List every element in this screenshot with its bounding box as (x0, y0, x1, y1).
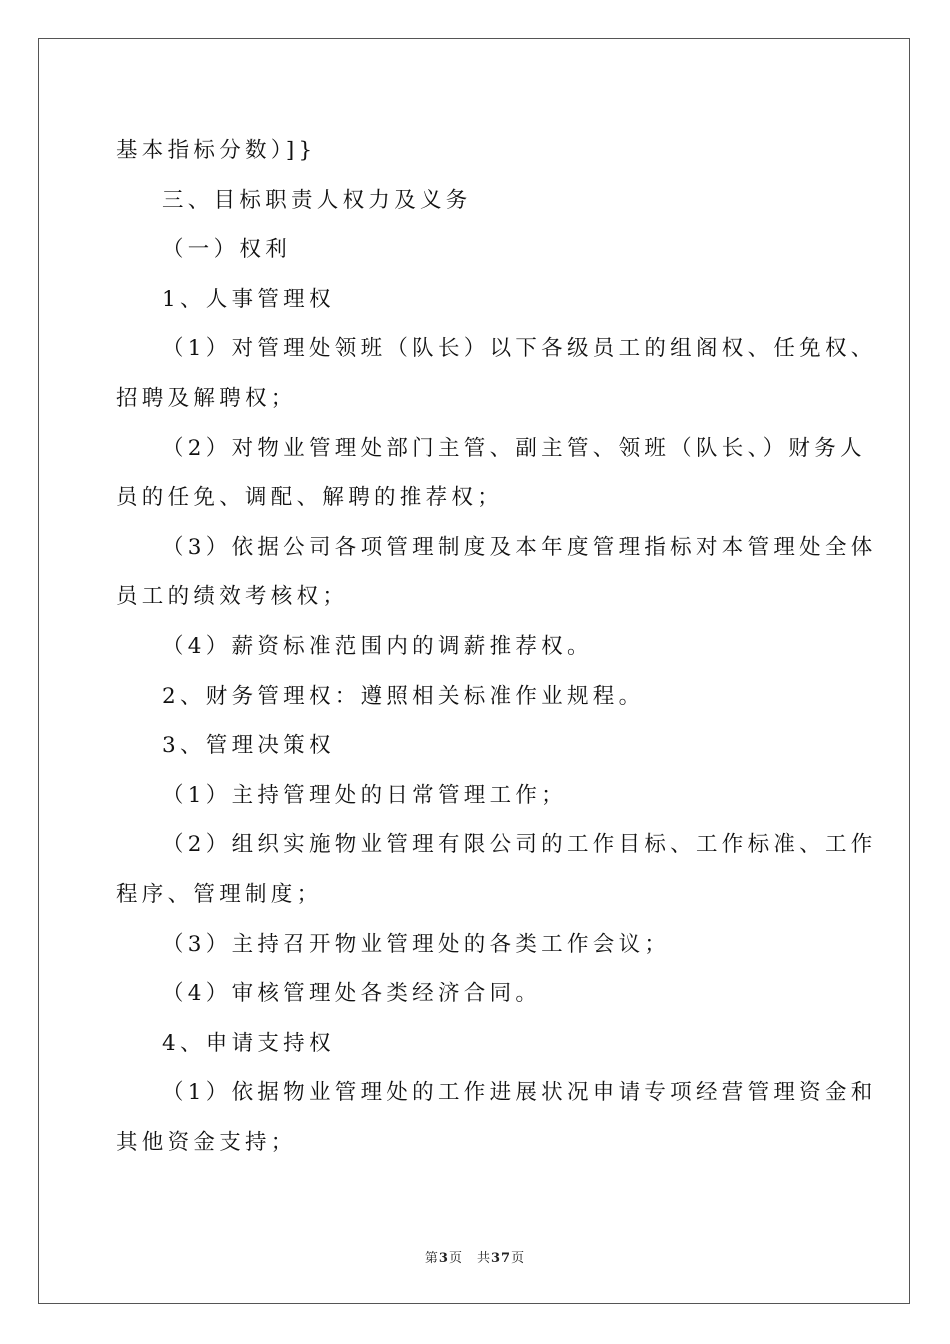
page-prefix: 第 (424, 1251, 439, 1266)
page-footer (0, 1247, 950, 1266)
total-pages: 37 (490, 1251, 512, 1266)
total-suffix: 页 (511, 1251, 526, 1266)
page-suffix: 页 (448, 1251, 463, 1266)
paragraph-line: （2）组织实施物业管理有限公司的工作目标、工作标准、工作 (162, 832, 877, 858)
paragraph-line: （4）审核管理处各类经济合同。 (162, 981, 542, 1007)
paragraph-line: （1）对管理处领班（队长）以下各级员工的组阁权、任免权、 (162, 336, 877, 362)
page-number: 3 (438, 1251, 449, 1266)
paragraph-line: 其他资金支持； (116, 1129, 297, 1155)
paragraph-line: 招聘及解聘权； (116, 385, 297, 411)
item-heading: 1、人事管理权 (162, 286, 335, 312)
total-prefix: 共 (476, 1251, 491, 1266)
item-heading: 3、管理决策权 (162, 733, 335, 759)
paragraph-line: （3）主持召开物业管理处的各类工作会议； (162, 931, 671, 957)
paragraph-line: （4）薪资标准范围内的调薪推荐权。 (162, 633, 593, 659)
subsection-heading: （一）权利 (162, 237, 292, 263)
paragraph-line: 程序、管理制度； (116, 881, 323, 907)
paragraph-line: 员的任免、调配、解聘的推荐权； (116, 485, 504, 511)
document-body (116, 126, 877, 1167)
paragraph-line: 员工的绩效考核权； (116, 584, 349, 610)
paragraph-line: （2）对物业管理处部门主管、副主管、领班（队长、）财务人 (162, 435, 866, 461)
paragraph-line: 基本指标分数）]} (116, 138, 317, 163)
item-heading: 2、财务管理权：遵照相关标准作业规程。 (162, 683, 645, 709)
paragraph-line: （1）主持管理处的日常管理工作； (162, 782, 567, 808)
paragraph-line: （1）依据物业管理处的工作进展状况申请专项经营管理资金和 (162, 1080, 877, 1106)
section-heading: 三、目标职责人权力及义务 (162, 187, 472, 213)
paragraph-line: （3）依据公司各项管理制度及本年度管理指标对本管理处全体 (162, 534, 877, 560)
item-heading: 4、申请支持权 (162, 1030, 335, 1056)
